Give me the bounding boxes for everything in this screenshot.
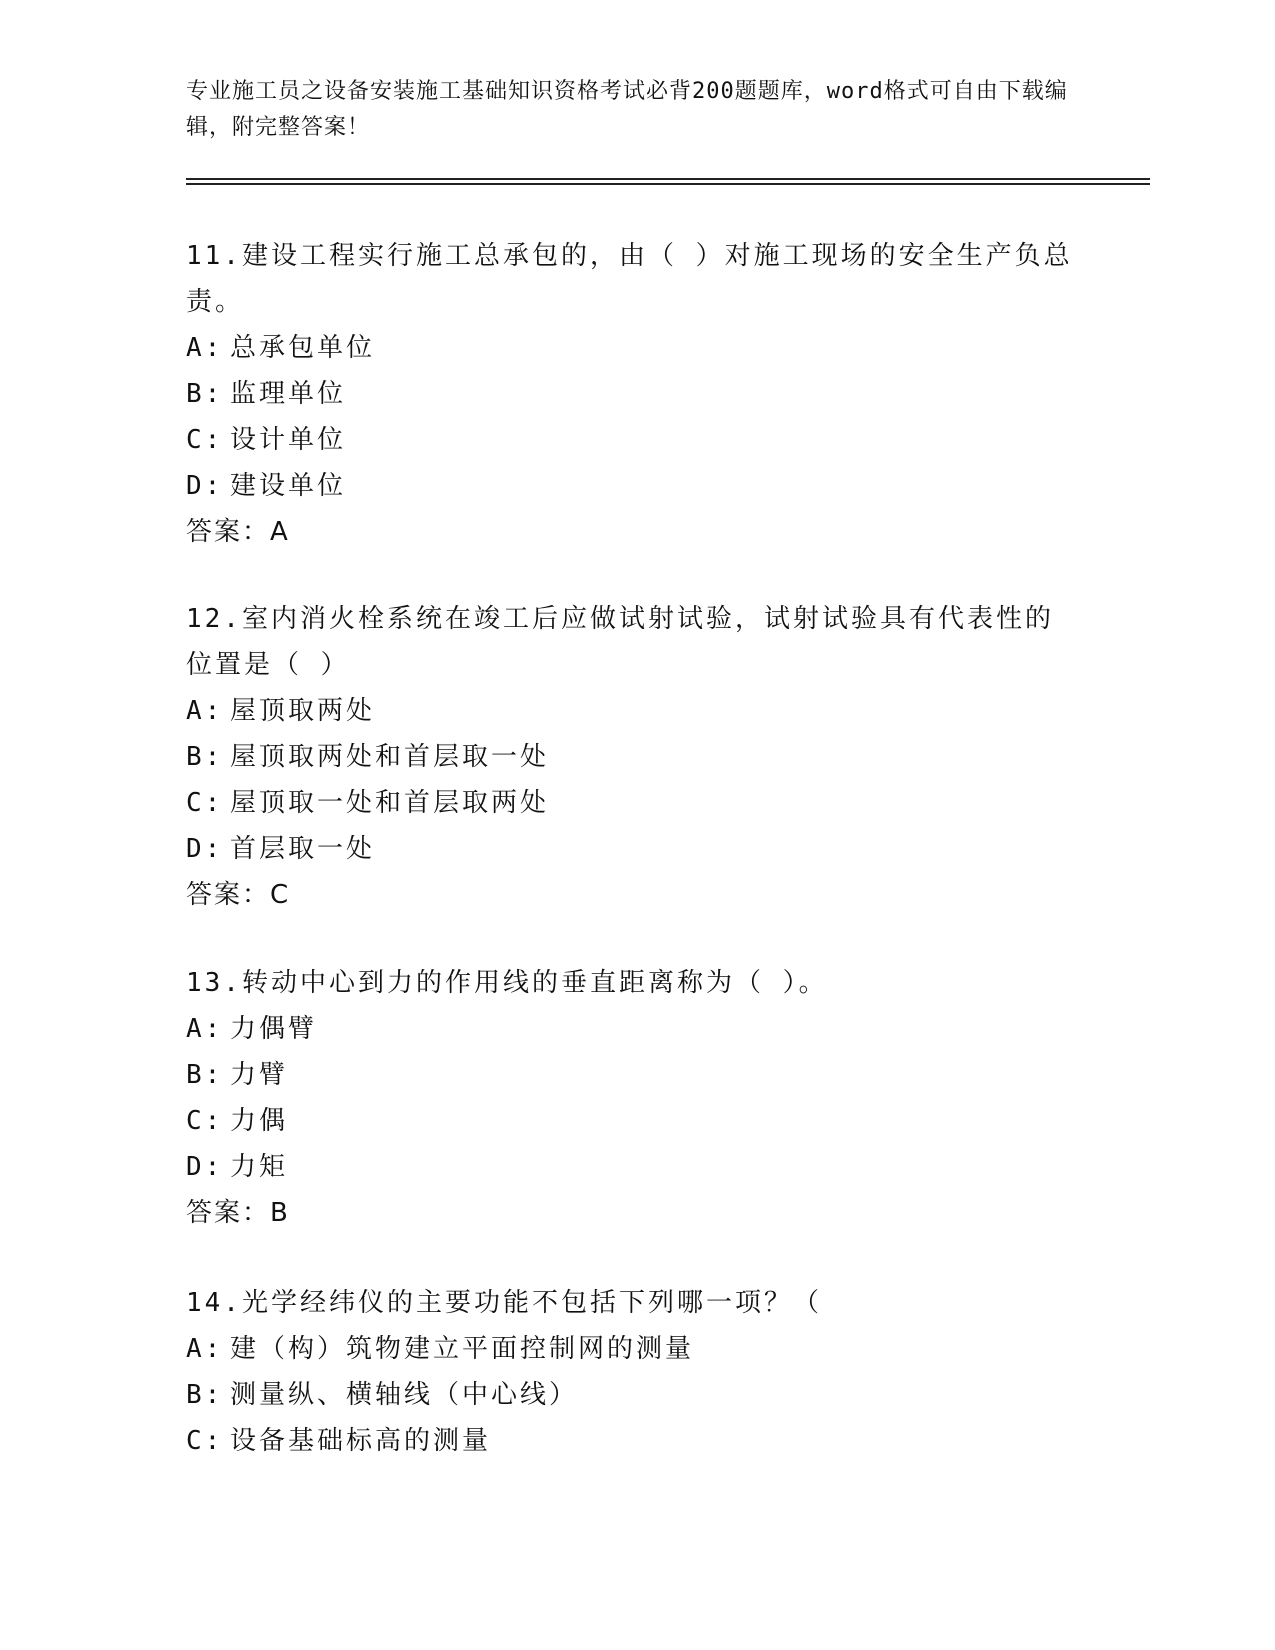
option-text: 建设单位 <box>230 471 347 501</box>
option-text: 屋顶取一处和首层取两处 <box>230 788 550 818</box>
option-letter: B: <box>186 379 224 409</box>
option-letter: C: <box>186 425 224 455</box>
option-a <box>186 688 1076 734</box>
option-text: 监理单位 <box>230 379 347 409</box>
option-c <box>186 417 1076 463</box>
question-14 <box>186 1280 1076 1464</box>
option-letter: A: <box>186 696 224 726</box>
option-letter: A: <box>186 1014 224 1044</box>
option-text: 力臂 <box>230 1060 289 1090</box>
option-b <box>186 1052 1076 1098</box>
option-letter: C: <box>186 1426 224 1456</box>
option-letter: B: <box>186 1060 224 1090</box>
option-letter: D: <box>186 1152 224 1182</box>
option-text: 设计单位 <box>230 425 347 455</box>
answer-line: 答案：A <box>186 517 290 547</box>
question-13 <box>186 960 1076 1236</box>
option-text: 屋顶取两处 <box>230 696 376 726</box>
header-divider-top <box>186 178 1150 180</box>
option-d <box>186 826 1076 872</box>
option-a <box>186 1326 1076 1372</box>
option-b <box>186 1372 1076 1418</box>
option-letter: A: <box>186 1334 224 1364</box>
option-d <box>186 1144 1076 1190</box>
option-text: 首层取一处 <box>230 834 376 864</box>
option-b <box>186 371 1076 417</box>
option-letter: C: <box>186 788 224 818</box>
option-a <box>186 1006 1076 1052</box>
option-letter: B: <box>186 1380 224 1410</box>
option-c <box>186 1098 1076 1144</box>
question-stem: 13.转动中心到力的作用线的垂直距离称为（ ）。 <box>186 968 828 998</box>
option-letter: B: <box>186 742 224 772</box>
option-a <box>186 325 1076 371</box>
option-text: 总承包单位 <box>230 333 376 363</box>
option-c <box>186 1418 1076 1464</box>
option-text: 力偶 <box>230 1106 289 1136</box>
option-letter: D: <box>186 834 224 864</box>
option-text: 力偶臂 <box>230 1014 318 1044</box>
option-letter: A: <box>186 333 224 363</box>
option-text: 设备基础标高的测量 <box>230 1426 492 1456</box>
answer-line: 答案：B <box>186 1198 290 1228</box>
option-text: 测量纵、横轴线（中心线） <box>230 1380 579 1410</box>
option-text: 屋顶取两处和首层取一处 <box>230 742 550 772</box>
option-c <box>186 780 1076 826</box>
option-text: 建（构）筑物建立平面控制网的测量 <box>230 1334 695 1364</box>
answer-line: 答案：C <box>186 880 291 910</box>
header-divider-bottom <box>186 183 1150 185</box>
option-b <box>186 734 1076 780</box>
option-letter: D: <box>186 471 224 501</box>
question-11 <box>186 233 1076 555</box>
question-stem: 11.建设工程实行施工总承包的，由（ ）对施工现场的安全生产负总责。 <box>186 241 1073 317</box>
option-letter: C: <box>186 1106 224 1136</box>
document-header: 专业施工员之设备安装施工基础知识资格考试必背200题题库，word格式可自由下载编辑，附完整答案！ <box>186 79 1068 140</box>
option-d <box>186 463 1076 509</box>
option-text: 力矩 <box>230 1152 289 1182</box>
question-stem: 14.光学经纬仪的主要功能不包括下列哪一项？（ <box>186 1288 822 1318</box>
question-12 <box>186 596 1076 918</box>
question-stem: 12.室内消火栓系统在竣工后应做试射试验，试射试验具有代表性的位置是（ ） <box>186 604 1054 680</box>
